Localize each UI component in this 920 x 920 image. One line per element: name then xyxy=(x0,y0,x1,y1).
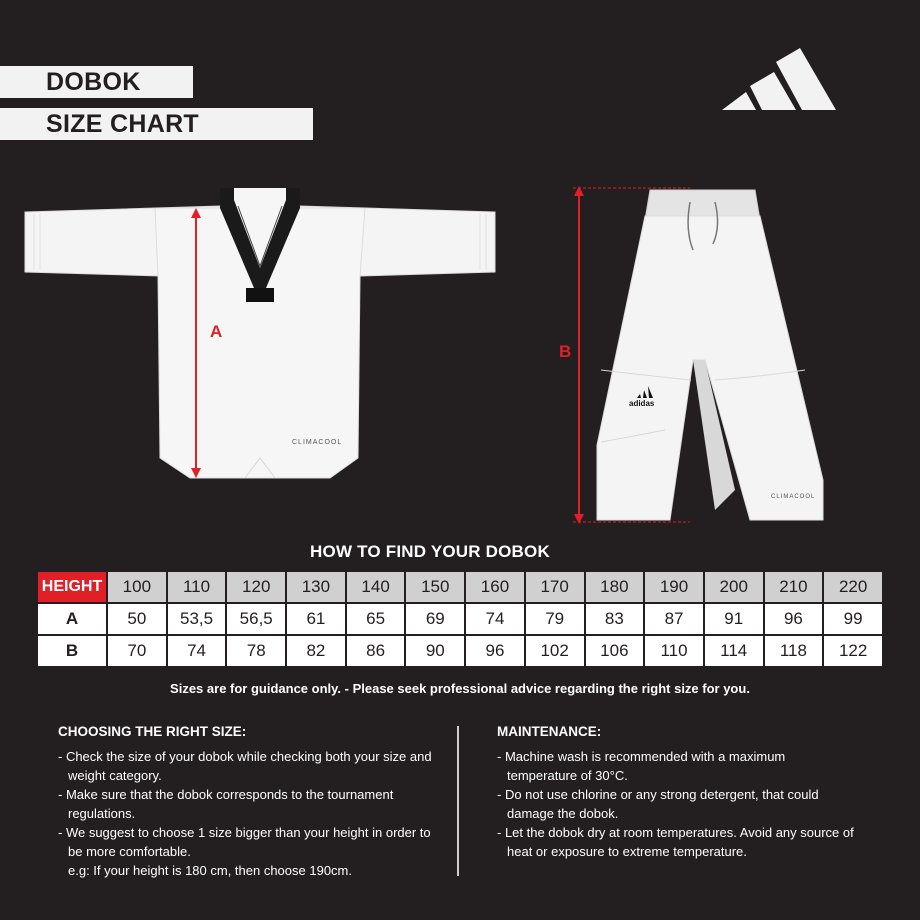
maintenance-item: - Machine wash is recommended with a maximum temperature of 30°C. xyxy=(497,749,786,783)
size-cell: 87 xyxy=(644,603,704,635)
title-size-chart: SIZE CHART xyxy=(0,108,313,140)
height-cell: 100 xyxy=(107,571,167,603)
pants-measure-label: B xyxy=(559,342,572,361)
height-row xyxy=(37,571,883,603)
height-cell: 120 xyxy=(226,571,286,603)
section-title: HOW TO FIND YOUR DOBOK xyxy=(310,542,550,561)
row-b xyxy=(37,635,883,667)
size-cell: 74 xyxy=(465,603,525,635)
size-cell: 53,5 xyxy=(167,603,227,635)
height-cell: 220 xyxy=(823,571,883,603)
choosing-example: e.g: If your height is 180 cm, then choose 190cm. xyxy=(68,863,352,878)
row-a-label: A xyxy=(37,603,107,635)
height-cell: 130 xyxy=(286,571,346,603)
row-b-label: B xyxy=(37,635,107,667)
size-cell: 65 xyxy=(346,603,406,635)
size-cell: 79 xyxy=(525,603,585,635)
size-cell: 96 xyxy=(465,635,525,667)
pants-fabric-tag: CLIMACOOL xyxy=(771,494,816,500)
title-dobok: DOBOK xyxy=(0,66,193,98)
height-label: HEIGHT xyxy=(37,571,107,603)
height-cell: 190 xyxy=(644,571,704,603)
row-a xyxy=(37,603,883,635)
choosing-heading: CHOOSING THE RIGHT SIZE: xyxy=(58,724,247,739)
height-cell: 160 xyxy=(465,571,525,603)
height-cell: 140 xyxy=(346,571,406,603)
size-cell: 69 xyxy=(405,603,465,635)
maintenance-section xyxy=(497,722,857,861)
size-cell: 50 xyxy=(107,603,167,635)
choosing-section xyxy=(58,722,438,880)
size-cell: 102 xyxy=(525,635,585,667)
maintenance-item: - Do not use chlorine or any strong detergent, that could damage the dobok. xyxy=(497,787,819,821)
size-cell: 61 xyxy=(286,603,346,635)
size-cell: 74 xyxy=(167,635,227,667)
jacket-measure-label: A xyxy=(210,322,223,341)
pants-wordmark: adidas xyxy=(629,399,655,408)
size-table xyxy=(36,570,884,668)
jacket-illustration xyxy=(20,180,500,490)
adidas-performance-logo-icon xyxy=(720,34,860,114)
size-cell: 86 xyxy=(346,635,406,667)
height-cell: 150 xyxy=(405,571,465,603)
column-divider xyxy=(457,726,459,876)
jacket-fabric-tag: CLIMACOOL xyxy=(292,439,343,446)
height-cell: 180 xyxy=(585,571,645,603)
size-cell: 110 xyxy=(644,635,704,667)
size-cell: 83 xyxy=(585,603,645,635)
size-cell: 118 xyxy=(764,635,824,667)
maintenance-heading: MAINTENANCE: xyxy=(497,724,602,739)
size-cell: 122 xyxy=(823,635,883,667)
height-cell: 210 xyxy=(764,571,824,603)
choosing-item: - Check the size of your dobok while checking both your size and weight category. xyxy=(58,749,432,783)
size-cell: 96 xyxy=(764,603,824,635)
height-cell: 170 xyxy=(525,571,585,603)
pants-illustration xyxy=(559,180,835,530)
size-cell: 82 xyxy=(286,635,346,667)
height-cell: 200 xyxy=(704,571,764,603)
size-cell: 106 xyxy=(585,635,645,667)
height-cell: 110 xyxy=(167,571,227,603)
disclaimer: Sizes are for guidance only. - Please seek professional advice regarding the right size for you. xyxy=(170,681,750,696)
size-cell: 99 xyxy=(823,603,883,635)
size-cell: 91 xyxy=(704,603,764,635)
size-cell: 70 xyxy=(107,635,167,667)
size-cell: 56,5 xyxy=(226,603,286,635)
choosing-item: - We suggest to choose 1 size bigger than your height in order to be more comfortable. xyxy=(58,825,431,859)
size-cell: 114 xyxy=(704,635,764,667)
choosing-item: - Make sure that the dobok corresponds to the tournament regulations. xyxy=(58,787,394,821)
size-cell: 78 xyxy=(226,635,286,667)
maintenance-item: - Let the dobok dry at room temperatures. Avoid any source of heat or exposure to extreme temperature. xyxy=(497,825,854,859)
size-cell: 90 xyxy=(405,635,465,667)
